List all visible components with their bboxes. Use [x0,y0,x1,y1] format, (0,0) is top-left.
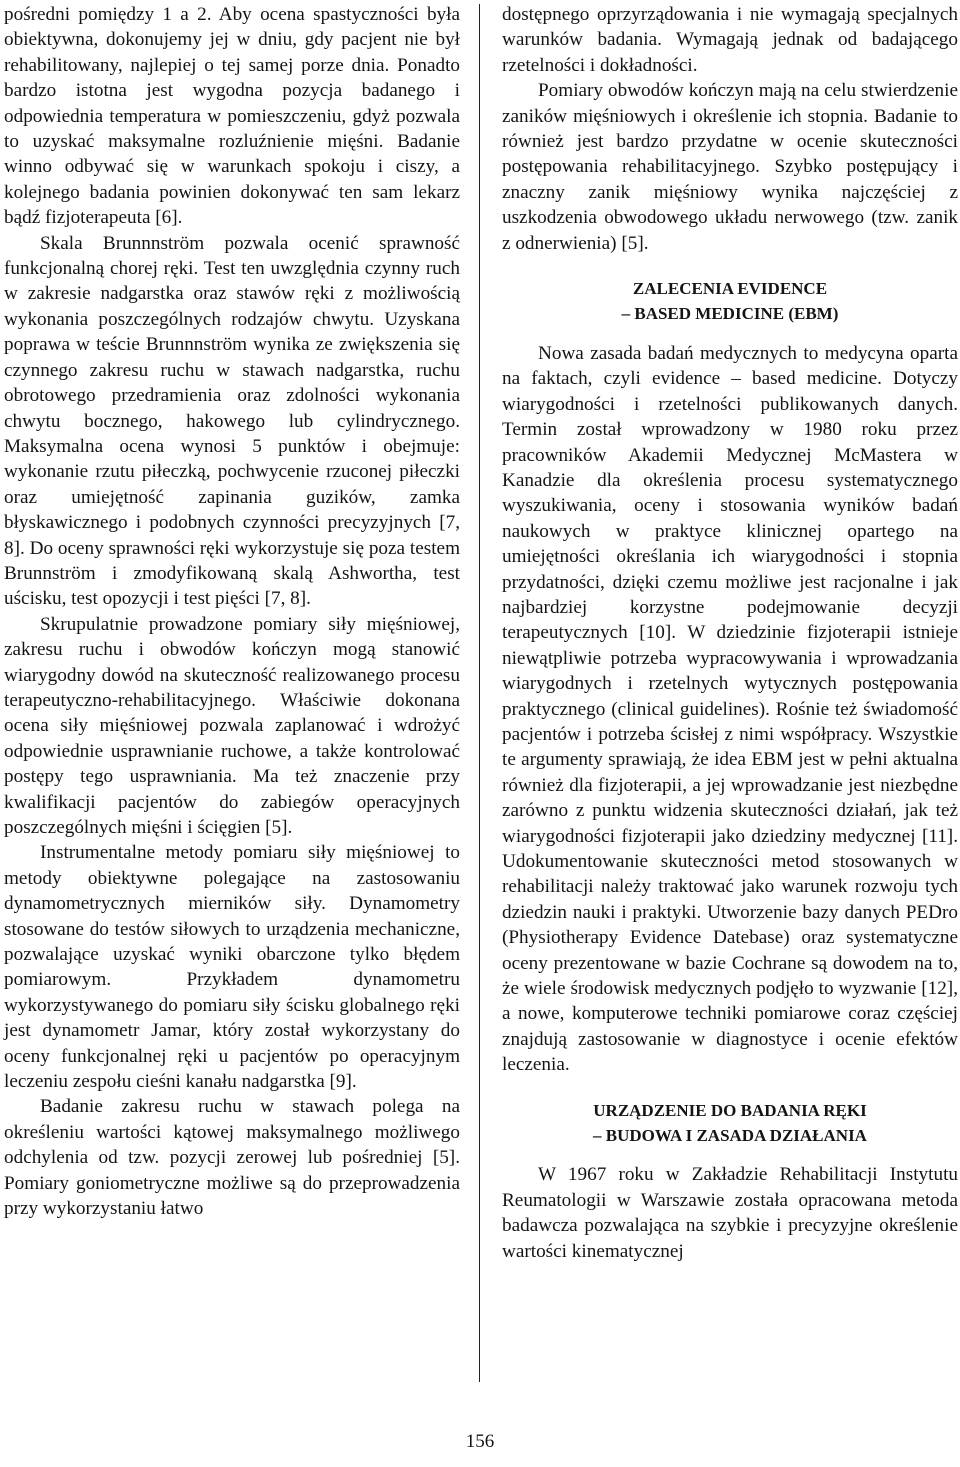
paragraph: dostępnego oprzyrządowania i nie wymagają specjalnych warunków badania. Wymagają jednak od badającego rzetelności i dokładności. [502,4,958,76]
section-heading-line: ZALECENIA EVIDENCE [632,279,828,299]
paragraph: Badanie zakresu ruchu w stawach polega na określeniu wartości kątowej maksymalnego możliwego odchylenia od tzw. pozycji zerowej lub pośredniej [5]. Pomiary goniometryczne możliwe są do przeprowadzenia przy wykorzystaniu łatwo [4,1096,460,1220]
section-heading-line: – BASED MEDICINE (EBM) [621,304,839,324]
page-number: 156 [465,1431,495,1452]
paragraph: Skrupulatnie prowadzone pomiary siły mięśniowej, zakresu ruchu i obwodów kończyn mogą stanowić wiarygodny dowód na skuteczność realizowanego procesu terapeutyczno-rehabilitacyjnego. Właściwie dokonana ocena siły mięśniowej pozwala zaplanować i wdrożyć odpowiednie usprawnianie ruchowe, a także kontrolować postępy tego usprawniania. Ma też znaczenie przy kwalifikacji pacjentów do zabiegów operacyjnych poszczególnych mięśni i ścięgien [5]. [4,613,460,838]
paragraph: Nowa zasada badań medycznych to medycyna oparta na faktach, czyli evidence – based medicine. Dotyczy wiarygodności i rzetelności publikowanych danych. Termin został wprowadzony w 1980 roku przez pracowników Akademii Medycznej McMastera w Kanadzie dla określenia procesu systematycznego wyszukiwania, oceny i stosowania wyników badań naukowych w praktyce klinicznej opartego na umiejętności określania ich wiarygodności i stopnia przydatności, dzięki czemu możliwe jest racjonalne i jak najbardziej korzystne podejmowanie decyzji terapeutycznych [10]. W dziedzinie fizjoterapii istnieje niewątpliwie potrzeba wypracowywania i wprowadzania wiarygodnych i rzetelnych wytycznych postępowania praktycznego (clinical guidelines). Rośnie też świadomość pacjentów i potrzeba ścisłej z nimi współpracy. Wszystkie te argumenty sprawiają, że idea EBM jest w pełni aktualna również dla fizjoterapii, a jej wprowadzanie jest niezbędne zarówno z punktu widzenia skuteczności działań, jak też wiarygodności fizjoterapii jako dziedziny medycznej [11]. Udokumentowanie skuteczności metod stosowanych w rehabilitacji należy traktować jako warunek rozwoju tych dziedzin nauki i praktyki. Utworzenie bazy danych PEDro (Physiotherapy Evidence Datebase) oraz systematyczne oceny prezentowane w bazie Cochrane są dowodem na to, że wiele środowisk medycznych podjęło to wyzwanie [12], a nowe, komputerowe techniki pomiarowe coraz częściej znajdują zastosowanie w diagnostyce i ocenie efektów leczenia. [502,342,958,1076]
section-heading-line: – BUDOWA I ZASADA DZIAŁANIA [593,1126,867,1146]
section-heading [502,276,958,327]
column-divider [479,4,480,1382]
left-column [4,2,460,1222]
section-heading [502,1098,958,1149]
right-column [502,2,958,1264]
paragraph: W 1967 roku w Zakładzie Rehabilitacji Instytutu Reumatologii w Warszawie została opracowana metoda badawcza pozwalająca na szybkie i precyzyjne określenie wartości kinematycznej [502,1164,958,1262]
paragraph: Instrumentalne metody pomiaru siły mięśniowej to metody obiektywne polegające na zastosowaniu dynamometrycznych mierników siły. Dynamometry stosowane do testów siłowych to urządzenia mechaniczne, pozwalające uzyskać wyniki obarczone tylko błędem pomiarowym. Przykładem dynamometru wykorzystywanego do pomiaru siły ścisku globalnego ręki jest dynamometr Jamar, który został wykorzystany do oceny funkcjonalnej ręki u pacjentów po operacyjnym leczeniu zespołu cieśni kanału nadgarstka [9]. [4,842,460,1093]
section-heading-line: URZĄDZENIE DO BADANIA RĘKI [593,1100,867,1120]
paragraph: pośredni pomiędzy 1 a 2. Aby ocena spastyczności była obiektywna, dokonujemy jej w dniu, gdy pacjent nie był rehabilitowany, najlepiej o tej samej porze dnia. Ponadto bardzo istotna jest wygodna pozycja badanego i odpowiednia temperatura w pomieszczeniu, gdyż pozwala to uzyskać maksymalne rozluźnienie mięśni. Badanie winno odbywać się w warunkach spokoju i ciszy, a kolejnego badania powinien dokonywać ten sam lekarz bądź fizjoterapeuta [6]. [4,4,460,229]
paragraph: Pomiary obwodów kończyn mają na celu stwierdzenie zaników mięśniowych i określenie ich stopnia. Badanie to również jest bardzo przydatne w ocenie skuteczności postępowania rehabilitacyjnego. Szybko postępujący i znaczny zanik mięśniowy wynika najczęściej z uszkodzenia obwodowego układu nerwowego (tzw. zanik z odnerwienia) [5]. [502,80,958,254]
paragraph: Skala Brunnnström pozwala ocenić sprawność funkcjonalną chorej ręki. Test ten uwzględnia czynny ruch w zakresie nadgarstka oraz stawów ręki z możliwością wykonania poszczególnych rodzajów chwytu. Uzyskana poprawa w teście Brunnnström wynika ze zwiększenia się czynnego zakresu ruchu w stawach nadgarstka, ruchu obrotowego przedramienia oraz zdolności wykonania chwytu bocznego, hakowego lub cylindrycznego. Maksymalna ocena wynosi 5 punktów i obejmuje: wykonanie rzutu piłeczką, pochwycenie rzuconej piłeczki oraz umiejętność zapinania guzików, zamka błyskawicznego i podobnych czynności precyzyjnych [7, 8]. Do oceny sprawności ręki wykorzystuje się poza testem Brunnström i zmodyfikowaną skalą Ashwortha, test uścisku, test opozycji i test pięści [7, 8]. [4,232,460,610]
